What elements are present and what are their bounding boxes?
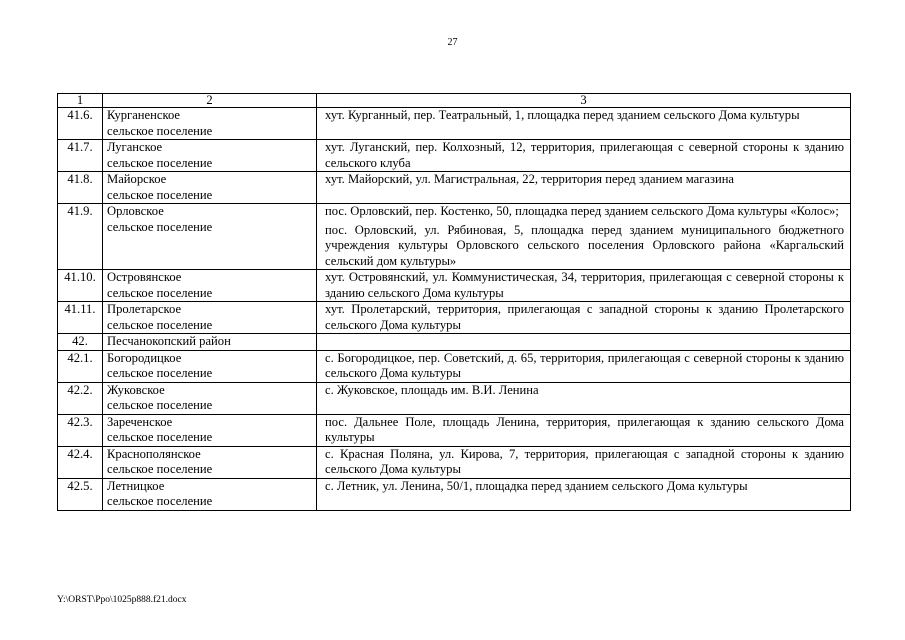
settlement-name-line: сельское поселение [107,317,213,332]
settlement-name-line: Жуковское [107,382,165,397]
row-number: 41.11. [58,302,103,334]
settlement-name [103,302,317,334]
settlement-name-line: Курганенское [107,108,180,122]
table-row [58,108,851,140]
settlement-name [103,414,317,446]
settlement-name [103,334,317,351]
settlement-name-line: сельское поселение [107,187,213,202]
address-paragraph: пос. Орловский, пер. Костенко, 50, площадка перед зданием сельского Дома культуры «Колос»; [325,204,839,218]
address-paragraph: с. Красная Поляна, ул. Кирова, 7, территория, прилегающая с западной стороны к зданию сельского Дома культуры [325,446,844,476]
row-number: 41.6. [58,108,103,140]
table-row [58,478,851,510]
row-number: 41.8. [58,172,103,204]
settlement-name-line: сельское поселение [107,285,213,300]
location-address [317,478,851,510]
settlement-name [103,382,317,414]
settlement-name-line: сельское поселение [107,462,213,476]
settlement-name-line: Пролетарское [107,302,182,316]
address-paragraph: хут. Островянский, ул. Коммунистическая, 34, территория, прилегающая с северной стороны к зданию сельского Дома культуры [325,270,844,300]
settlement-name-line: Орловское [107,204,164,218]
settlement-name-line: Островянское [107,270,182,284]
settlement-name-line: сельское поселение [107,366,213,380]
table-row [58,140,851,172]
row-number: 42.5. [58,478,103,510]
table-row [58,414,851,446]
row-number: 42.2. [58,382,103,414]
table-row [58,350,851,382]
settlement-name [103,204,317,270]
settlement-name-line: сельское поселение [107,494,213,508]
settlement-name [103,108,317,140]
address-paragraph: с. Летник, ул. Ленина, 50/1, площадка перед зданием сельского Дома культуры [325,478,748,493]
row-number: 41.9. [58,204,103,270]
address-paragraph: хут. Курганный, пер. Театральный, 1, площадка перед зданием сельского Дома культуры [325,108,800,122]
settlement-name-line: Краснополянское [107,446,201,461]
table-row [58,172,851,204]
location-address [317,350,851,382]
row-number: 42. [58,334,103,351]
address-paragraph: хут. Пролетарский, территория, прилегающая с западной стороны к зданию Пролетарского сельского Дома культуры [325,302,844,332]
header-col-1: 1 [58,94,103,108]
settlement-name-line: Летницкое [107,478,165,493]
settlement-name-line: Майорское [107,172,167,186]
table-row [58,204,851,270]
row-number: 42.4. [58,446,103,478]
location-address [317,446,851,478]
settlement-name-line: сельское поселение [107,398,213,412]
table-row [58,382,851,414]
settlement-name-line: сельское поселение [107,430,213,444]
settlement-name-line: сельское поселение [107,155,213,170]
page-number: 27 [447,37,458,48]
settlement-name [103,446,317,478]
settlement-name-line: Луганское [107,140,163,154]
header-col-2: 2 [103,94,317,108]
location-address [317,334,851,351]
row-number: 42.1. [58,350,103,382]
address-paragraph: хут. Луганский, пер. Колхозный, 12, территория, прилегающая с северной стороны к зданию сельского клуба [325,140,844,170]
address-paragraph: пос. Дальнее Поле, площадь Ленина, территория, прилегающая к зданию сельского Дома культуры [325,414,844,444]
settlement-name-line: Зареченское [107,414,173,429]
polling-locations-table [57,93,850,511]
settlement-name-line: сельское поселение [107,219,213,234]
settlement-name [103,350,317,382]
settlement-name [103,478,317,510]
table-row [58,302,851,334]
location-address [317,270,851,302]
location-address [317,140,851,172]
settlement-name-line: сельское поселение [107,123,213,138]
location-address [317,172,851,204]
location-address [317,382,851,414]
address-paragraph: хут. Майорский, ул. Магистральная, 22, территория перед зданием магазина [325,172,735,186]
settlement-name [103,172,317,204]
row-number: 41.10. [58,270,103,302]
file-path-footer: Y:\ORST\Ppo\1025p888.f21.docx [57,595,187,605]
settlement-name [103,270,317,302]
table-header-row [58,94,851,108]
address-paragraph: с. Жуковское, площадь им. В.И. Ленина [325,382,539,397]
address-paragraph: с. Богородицкое, пер. Советский, д. 65, территория, прилегающая с северной стороны к зданию сельского Дома культуры [325,350,844,380]
row-number: 41.7. [58,140,103,172]
location-address [317,108,851,140]
address-paragraph: пос. Орловский, ул. Рябиновая, 5, площадка перед зданием муниципального бюджетного учреждения культуры Орловского сельского поселения Орловского района «Каргальский сельский дом культуры» [325,222,844,268]
settlement-name-line: Богородицкое [107,350,182,365]
table-row [58,446,851,478]
location-address [317,302,851,334]
header-col-3: 3 [317,94,851,108]
table-row [58,334,851,351]
location-address [317,204,851,270]
table-row [58,270,851,302]
settlement-name-line: Песчанокопский район [107,334,231,348]
location-address [317,414,851,446]
row-number: 42.3. [58,414,103,446]
settlement-name [103,140,317,172]
